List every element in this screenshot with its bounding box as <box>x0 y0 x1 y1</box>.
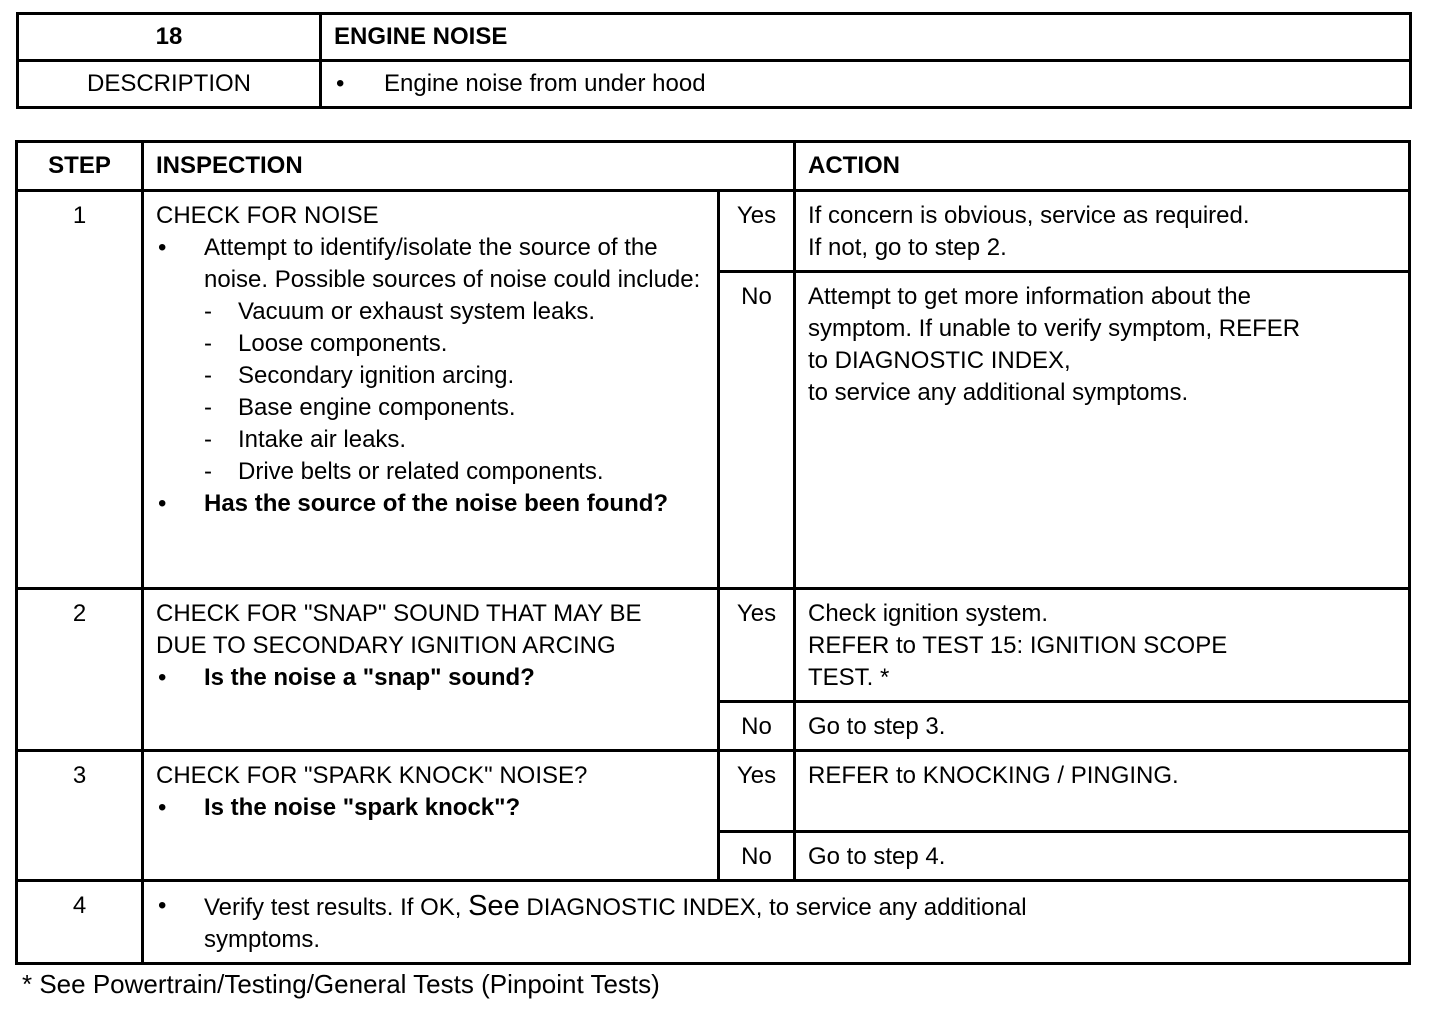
table-row <box>17 589 1410 702</box>
source-item: - Drive belts or related components. <box>156 456 709 488</box>
inspection-title: DUE TO SECONDARY IGNITION ARCING <box>156 632 616 659</box>
inspection-title: CHECK FOR "SNAP" SOUND THAT MAY BE <box>156 600 642 627</box>
description-label: DESCRIPTION <box>18 61 321 108</box>
column-header-inspection: INSPECTION <box>143 142 795 191</box>
table-header-row <box>17 142 1410 191</box>
source-item: - Base engine components. <box>156 392 709 424</box>
bullet-icon: • <box>158 664 167 691</box>
step-number: 2 <box>17 589 143 751</box>
inspection-cell <box>143 589 719 751</box>
bullet-icon: • <box>158 490 167 517</box>
source-item: - Intake air leaks. <box>156 424 709 456</box>
question-text: Is the noise a "snap" sound? <box>204 664 535 691</box>
column-header-step: STEP <box>17 142 143 191</box>
diagnostic-table <box>15 140 1411 965</box>
table-row <box>17 191 1410 272</box>
bullet-item <box>156 890 1400 956</box>
bullet-icon: • <box>158 794 167 821</box>
dash-icon: - <box>204 330 212 357</box>
bullet-icon: • <box>158 892 167 919</box>
question-item <box>156 662 709 694</box>
bullet-icon: • <box>336 70 345 97</box>
inspection-cell <box>143 751 719 881</box>
question-item <box>156 488 709 520</box>
bullet-text: Attempt to identify/isolate the source of the noise. Possible sources of noise could include: <box>204 234 701 293</box>
step-number: 3 <box>17 751 143 881</box>
step-number: 1 <box>17 191 143 589</box>
dash-icon: - <box>204 298 212 325</box>
yes-action: Check ignition system. REFER to TEST 15: IGNITION SCOPE TEST. * <box>795 589 1410 702</box>
source-item: - Vacuum or exhaust system leaks. <box>156 296 709 328</box>
yes-label: Yes <box>719 589 795 702</box>
inspection-cell <box>143 881 1410 964</box>
question-item <box>156 792 709 824</box>
table-row <box>17 881 1410 964</box>
dash-icon: - <box>204 426 212 453</box>
inspection-title: CHECK FOR NOISE <box>156 202 379 229</box>
dash-icon: - <box>204 394 212 421</box>
no-label: No <box>719 832 795 881</box>
symptom-title: ENGINE NOISE <box>321 14 1411 61</box>
yes-label: Yes <box>719 751 795 832</box>
no-action: Attempt to get more information about the symptom. If unable to verify symptom, REFER to DIAGNOSTIC INDEX, to service any additional symptoms. <box>795 272 1410 589</box>
table-row <box>17 751 1410 832</box>
yes-label: Yes <box>719 191 795 272</box>
symptom-number: 18 <box>18 14 321 61</box>
question-text: Is the noise "spark knock"? <box>204 794 521 821</box>
dash-icon: - <box>204 362 212 389</box>
source-item: - Secondary ignition arcing. <box>156 360 709 392</box>
header-table <box>16 12 1412 109</box>
no-action: Go to step 3. <box>795 702 1410 751</box>
step-number: 4 <box>17 881 143 964</box>
description-value <box>321 61 1411 108</box>
no-action: Go to step 4. <box>795 832 1410 881</box>
bullet-text: Verify test results. If OK, See DIAGNOSTIC INDEX, to service any additional symptoms. <box>204 890 1027 953</box>
inspection-cell <box>143 191 719 589</box>
column-header-action: ACTION <box>795 142 1410 191</box>
yes-action: REFER to KNOCKING / PINGING. <box>795 751 1410 832</box>
inspection-title: CHECK FOR "SPARK KNOCK" NOISE? <box>156 762 588 789</box>
yes-action: If concern is obvious, service as required. If not, go to step 2. <box>795 191 1410 272</box>
source-item: - Loose components. <box>156 328 709 360</box>
footnote: * See Powertrain/Testing/General Tests (Pinpoint Tests) <box>22 969 660 999</box>
no-label: No <box>719 272 795 589</box>
description-text: Engine noise from under hood <box>384 70 706 97</box>
no-label: No <box>719 702 795 751</box>
dash-icon: - <box>204 458 212 485</box>
question-text: Has the source of the noise been found? <box>204 490 669 517</box>
see-reference: See <box>468 890 520 922</box>
bullet-item <box>156 232 709 296</box>
bullet-icon: • <box>158 234 167 261</box>
